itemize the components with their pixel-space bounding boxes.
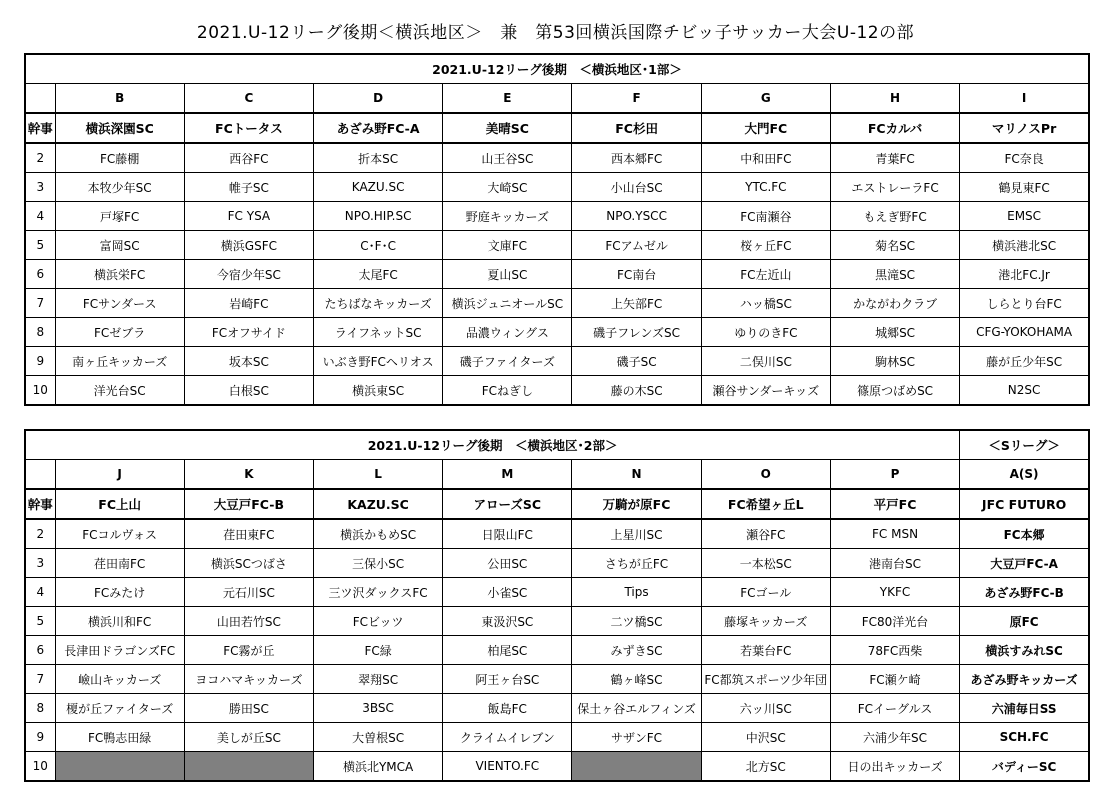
group-letter: C bbox=[184, 84, 313, 114]
team-cell: 横浜SCつばさ bbox=[184, 549, 313, 578]
team-cell: FC南瀬谷 bbox=[701, 202, 830, 231]
league1-table bbox=[24, 53, 1090, 406]
team-cell: 富岡SC bbox=[55, 231, 184, 260]
team-cell: 荏田東FC bbox=[184, 519, 313, 549]
team-cell: YTC.FC bbox=[701, 173, 830, 202]
team-cell: 横浜すみれSC bbox=[960, 636, 1089, 665]
team-cell: 駒林SC bbox=[830, 347, 959, 376]
captain-team: KAZU.SC bbox=[313, 489, 442, 519]
team-cell: ハッ橋SC bbox=[701, 289, 830, 318]
team-cell: たちばなキッカーズ bbox=[314, 289, 443, 318]
team-cell: 二ツ橋SC bbox=[572, 607, 701, 636]
team-row bbox=[25, 376, 1089, 406]
team-row bbox=[25, 636, 1089, 665]
team-cell: 一本松SC bbox=[701, 549, 830, 578]
group-letter: M bbox=[443, 460, 572, 490]
team-cell: 藤塚キッカーズ bbox=[701, 607, 830, 636]
empty-cell bbox=[184, 752, 313, 782]
team-cell: クライムイレブン bbox=[443, 723, 572, 752]
group-letter: K bbox=[184, 460, 313, 490]
team-cell: 嶮山キッカーズ bbox=[55, 665, 184, 694]
team-cell: FCゴール bbox=[701, 578, 830, 607]
team-cell: FCイーグルス bbox=[830, 694, 959, 723]
team-cell: C･F･C bbox=[314, 231, 443, 260]
team-cell: FC霧が丘 bbox=[184, 636, 313, 665]
team-row bbox=[25, 665, 1089, 694]
team-cell: ライフネットSC bbox=[314, 318, 443, 347]
team-cell: FC YSA bbox=[184, 202, 313, 231]
team-cell: 瀬谷サンダーキッズ bbox=[701, 376, 830, 406]
team-cell: 横浜かもめSC bbox=[313, 519, 442, 549]
team-cell: 磯子フレンズSC bbox=[572, 318, 701, 347]
team-cell: 文庫FC bbox=[443, 231, 572, 260]
team-row bbox=[25, 723, 1089, 752]
team-cell: FC緑 bbox=[313, 636, 442, 665]
team-cell: 中沢SC bbox=[701, 723, 830, 752]
team-cell: FC80洋光台 bbox=[830, 607, 959, 636]
captain-team: 大豆戸FC-B bbox=[184, 489, 313, 519]
team-cell: 三ツ沢ダックスFC bbox=[313, 578, 442, 607]
team-cell: 荏田南FC bbox=[55, 549, 184, 578]
team-cell: 坂本SC bbox=[184, 347, 313, 376]
team-cell: 3BSC bbox=[313, 694, 442, 723]
team-cell: 鶴見東FC bbox=[960, 173, 1089, 202]
team-cell: EMSC bbox=[960, 202, 1089, 231]
team-row bbox=[25, 231, 1089, 260]
team-cell: FC都筑スポーツ少年団 bbox=[701, 665, 830, 694]
team-cell: 飯島FC bbox=[443, 694, 572, 723]
team-cell: 柏尾SC bbox=[443, 636, 572, 665]
captain-team: アローズSC bbox=[443, 489, 572, 519]
team-cell: 藤の木SC bbox=[572, 376, 701, 406]
team-cell: FCコルヴォス bbox=[55, 519, 184, 549]
league1-body bbox=[25, 143, 1089, 405]
row-number: 7 bbox=[25, 665, 55, 694]
team-cell: もえぎ野FC bbox=[830, 202, 959, 231]
row-number: 2 bbox=[25, 519, 55, 549]
captain-team: 万騎が原FC bbox=[572, 489, 701, 519]
team-cell: 洋光台SC bbox=[55, 376, 184, 406]
row-number: 6 bbox=[25, 260, 55, 289]
team-row bbox=[25, 173, 1089, 202]
team-cell: 上矢部FC bbox=[572, 289, 701, 318]
row-number: 9 bbox=[25, 723, 55, 752]
team-cell: 翠翔SC bbox=[313, 665, 442, 694]
team-cell: FCゼブラ bbox=[55, 318, 184, 347]
group-letter: D bbox=[314, 84, 443, 114]
team-cell: 岩崎FC bbox=[184, 289, 313, 318]
team-cell: FCアムゼル bbox=[572, 231, 701, 260]
team-cell: 六ッ川SC bbox=[701, 694, 830, 723]
league2-caption: 2021.U-12リーグ後期 ＜横浜地区･2部＞ bbox=[25, 430, 960, 460]
team-cell: 大豆戸FC-A bbox=[960, 549, 1089, 578]
group-letter: J bbox=[55, 460, 184, 490]
team-cell: バディーSC bbox=[960, 752, 1089, 782]
team-cell: 白根SC bbox=[184, 376, 313, 406]
group-letter: N bbox=[572, 460, 701, 490]
captain-team: FCカルバ bbox=[830, 113, 959, 143]
team-cell: 黒滝SC bbox=[830, 260, 959, 289]
team-cell: FC左近山 bbox=[701, 260, 830, 289]
team-cell: 長津田ドラゴンズFC bbox=[55, 636, 184, 665]
captain-label: 幹事 bbox=[25, 489, 55, 519]
team-row bbox=[25, 318, 1089, 347]
team-cell: 港南台SC bbox=[830, 549, 959, 578]
row-number: 4 bbox=[25, 578, 55, 607]
team-cell: あざみ野FC-B bbox=[960, 578, 1089, 607]
group-letter: A(S) bbox=[960, 460, 1089, 490]
team-cell: 小山台SC bbox=[572, 173, 701, 202]
row-number: 8 bbox=[25, 318, 55, 347]
team-row bbox=[25, 752, 1089, 782]
team-cell: KAZU.SC bbox=[314, 173, 443, 202]
team-cell: 二俣川SC bbox=[701, 347, 830, 376]
team-cell: FCねぎし bbox=[443, 376, 572, 406]
team-cell: 磯子SC bbox=[572, 347, 701, 376]
team-cell: FC鴨志田緑 bbox=[55, 723, 184, 752]
group-letter: F bbox=[572, 84, 701, 114]
group-letter: I bbox=[960, 84, 1089, 114]
team-cell: 太尾FC bbox=[314, 260, 443, 289]
captain-team: 美晴SC bbox=[443, 113, 572, 143]
team-row bbox=[25, 519, 1089, 549]
team-row bbox=[25, 260, 1089, 289]
team-cell: 阿王ヶ台SC bbox=[443, 665, 572, 694]
team-cell: 山王谷SC bbox=[443, 143, 572, 173]
row-number: 5 bbox=[25, 607, 55, 636]
team-row bbox=[25, 694, 1089, 723]
team-row bbox=[25, 289, 1089, 318]
captain-team: FC杉田 bbox=[572, 113, 701, 143]
team-cell: 横浜川和FC bbox=[55, 607, 184, 636]
captain-team: 横浜深園SC bbox=[55, 113, 184, 143]
team-row bbox=[25, 578, 1089, 607]
team-cell: 原FC bbox=[960, 607, 1089, 636]
team-cell: NPO.YSCC bbox=[572, 202, 701, 231]
team-cell: FCオフサイド bbox=[184, 318, 313, 347]
captain-team: 大門FC bbox=[701, 113, 830, 143]
team-cell: 南ヶ丘キッカーズ bbox=[55, 347, 184, 376]
page-title: 2021.U-12リーグ後期＜横浜地区＞ 兼 第53回横浜国際チビッ子サッカー大会U-12の部 bbox=[196, 23, 915, 43]
team-cell: 大崎SC bbox=[443, 173, 572, 202]
group-letter: L bbox=[313, 460, 442, 490]
league1-letter-row bbox=[25, 84, 1089, 114]
team-cell: 城郷SC bbox=[830, 318, 959, 347]
team-cell: Tips bbox=[572, 578, 701, 607]
team-cell: 横浜栄FC bbox=[55, 260, 184, 289]
team-cell: 公田SC bbox=[443, 549, 572, 578]
group-letter: O bbox=[701, 460, 830, 490]
team-cell: 東汲沢SC bbox=[443, 607, 572, 636]
team-cell: N2SC bbox=[960, 376, 1089, 406]
team-cell: あざみ野キッカーズ bbox=[960, 665, 1089, 694]
row-number: 8 bbox=[25, 694, 55, 723]
team-cell: NPO.HIP.SC bbox=[314, 202, 443, 231]
group-letter: G bbox=[701, 84, 830, 114]
team-cell: FCビッツ bbox=[313, 607, 442, 636]
team-cell: FC瀬ケ崎 bbox=[830, 665, 959, 694]
team-cell: YKFC bbox=[830, 578, 959, 607]
group-letter: B bbox=[55, 84, 184, 114]
team-cell: 日限山FC bbox=[443, 519, 572, 549]
team-cell: 磯子ファイターズ bbox=[443, 347, 572, 376]
row-number: 2 bbox=[25, 143, 55, 173]
team-cell: ヨコハマキッカーズ bbox=[184, 665, 313, 694]
row-number: 10 bbox=[25, 752, 55, 782]
team-cell: 野庭キッカーズ bbox=[443, 202, 572, 231]
league1-caption: 2021.U-12リーグ後期 ＜横浜地区･1部＞ bbox=[25, 54, 1089, 84]
team-cell: FC藤棚 bbox=[55, 143, 184, 173]
team-cell: 美しが丘SC bbox=[184, 723, 313, 752]
league1-captain-row bbox=[25, 113, 1089, 143]
group-letter: E bbox=[443, 84, 572, 114]
team-cell: 帷子SC bbox=[184, 173, 313, 202]
team-cell: 元石川SC bbox=[184, 578, 313, 607]
team-cell: 日の出キッカーズ bbox=[830, 752, 959, 782]
team-row bbox=[25, 549, 1089, 578]
team-cell: SCH.FC bbox=[960, 723, 1089, 752]
captain-team: JFC FUTURO bbox=[960, 489, 1089, 519]
league2-body bbox=[25, 519, 1089, 781]
team-cell: FC本郷 bbox=[960, 519, 1089, 549]
corner-cell bbox=[25, 84, 55, 114]
corner-cell bbox=[25, 460, 55, 490]
team-cell: 本牧少年SC bbox=[55, 173, 184, 202]
team-cell: 北方SC bbox=[701, 752, 830, 782]
group-letter: P bbox=[830, 460, 959, 490]
team-cell: 榎が丘ファイターズ bbox=[55, 694, 184, 723]
team-row bbox=[25, 607, 1089, 636]
captain-label: 幹事 bbox=[25, 113, 55, 143]
team-cell: 菊名SC bbox=[830, 231, 959, 260]
captain-team: マリノスPr bbox=[960, 113, 1089, 143]
team-cell: サザンFC bbox=[572, 723, 701, 752]
team-cell: 勝田SC bbox=[184, 694, 313, 723]
team-cell: 三保小SC bbox=[313, 549, 442, 578]
team-cell: 瀬谷FC bbox=[701, 519, 830, 549]
team-cell: 戸塚FC bbox=[55, 202, 184, 231]
team-cell: 横浜ジュニオールSC bbox=[443, 289, 572, 318]
team-cell: 今宿少年SC bbox=[184, 260, 313, 289]
team-cell: FC奈良 bbox=[960, 143, 1089, 173]
captain-team: 平戸FC bbox=[830, 489, 959, 519]
team-cell: 横浜GSFC bbox=[184, 231, 313, 260]
team-cell: みずきSC bbox=[572, 636, 701, 665]
captain-team: FC希望ヶ丘L bbox=[701, 489, 830, 519]
team-row bbox=[25, 347, 1089, 376]
team-cell: ゆりのきFC bbox=[701, 318, 830, 347]
group-letter: H bbox=[830, 84, 959, 114]
team-cell: FC南台 bbox=[572, 260, 701, 289]
team-cell: いぶき野FCヘリオス bbox=[314, 347, 443, 376]
team-cell: 横浜東SC bbox=[314, 376, 443, 406]
team-cell: 六浦少年SC bbox=[830, 723, 959, 752]
row-number: 10 bbox=[25, 376, 55, 406]
team-cell: FCサンダース bbox=[55, 289, 184, 318]
row-number: 4 bbox=[25, 202, 55, 231]
team-cell: 品濃ウィングス bbox=[443, 318, 572, 347]
team-cell: 横浜港北SC bbox=[960, 231, 1089, 260]
team-row bbox=[25, 202, 1089, 231]
team-cell: エストレーラFC bbox=[830, 173, 959, 202]
team-cell: 桜ヶ丘FC bbox=[701, 231, 830, 260]
captain-team: FCトータス bbox=[184, 113, 313, 143]
team-cell: さちが丘FC bbox=[572, 549, 701, 578]
team-cell: かながわクラブ bbox=[830, 289, 959, 318]
team-cell: 青葉FC bbox=[830, 143, 959, 173]
row-number: 6 bbox=[25, 636, 55, 665]
row-number: 3 bbox=[25, 173, 55, 202]
team-row bbox=[25, 143, 1089, 173]
empty-cell bbox=[55, 752, 184, 782]
row-number: 7 bbox=[25, 289, 55, 318]
team-cell: FC MSN bbox=[830, 519, 959, 549]
s-league-caption: ＜Sリーグ＞ bbox=[960, 430, 1089, 460]
captain-team: あざみ野FC-A bbox=[314, 113, 443, 143]
team-cell: 横浜北YMCA bbox=[313, 752, 442, 782]
team-cell: 折本SC bbox=[314, 143, 443, 173]
team-cell: VIENTO.FC bbox=[443, 752, 572, 782]
league2-table bbox=[24, 429, 1090, 782]
team-cell: 大曽根SC bbox=[313, 723, 442, 752]
team-cell: 港北FC.Jr bbox=[960, 260, 1089, 289]
team-cell: 若葉台FC bbox=[701, 636, 830, 665]
league2-captain-row bbox=[25, 489, 1089, 519]
league2-letter-row bbox=[25, 460, 1089, 490]
team-cell: 六浦毎日SS bbox=[960, 694, 1089, 723]
team-cell: 小雀SC bbox=[443, 578, 572, 607]
team-cell: CFG-YOKOHAMA bbox=[960, 318, 1089, 347]
team-cell: 篠原つばめSC bbox=[830, 376, 959, 406]
row-number: 5 bbox=[25, 231, 55, 260]
row-number: 9 bbox=[25, 347, 55, 376]
empty-cell bbox=[572, 752, 701, 782]
team-cell: 中和田FC bbox=[701, 143, 830, 173]
row-number: 3 bbox=[25, 549, 55, 578]
team-cell: 夏山SC bbox=[443, 260, 572, 289]
team-cell: 保土ヶ谷エルフィンズ bbox=[572, 694, 701, 723]
team-cell: しらとり台FC bbox=[960, 289, 1089, 318]
team-cell: 西本郷FC bbox=[572, 143, 701, 173]
captain-team: FC上山 bbox=[55, 489, 184, 519]
team-cell: FCみたけ bbox=[55, 578, 184, 607]
team-cell: 西谷FC bbox=[184, 143, 313, 173]
team-cell: 藤が丘少年SC bbox=[960, 347, 1089, 376]
team-cell: 78FC西柴 bbox=[830, 636, 959, 665]
team-cell: 鶴ヶ峰SC bbox=[572, 665, 701, 694]
team-cell: 上星川SC bbox=[572, 519, 701, 549]
team-cell: 山田若竹SC bbox=[184, 607, 313, 636]
